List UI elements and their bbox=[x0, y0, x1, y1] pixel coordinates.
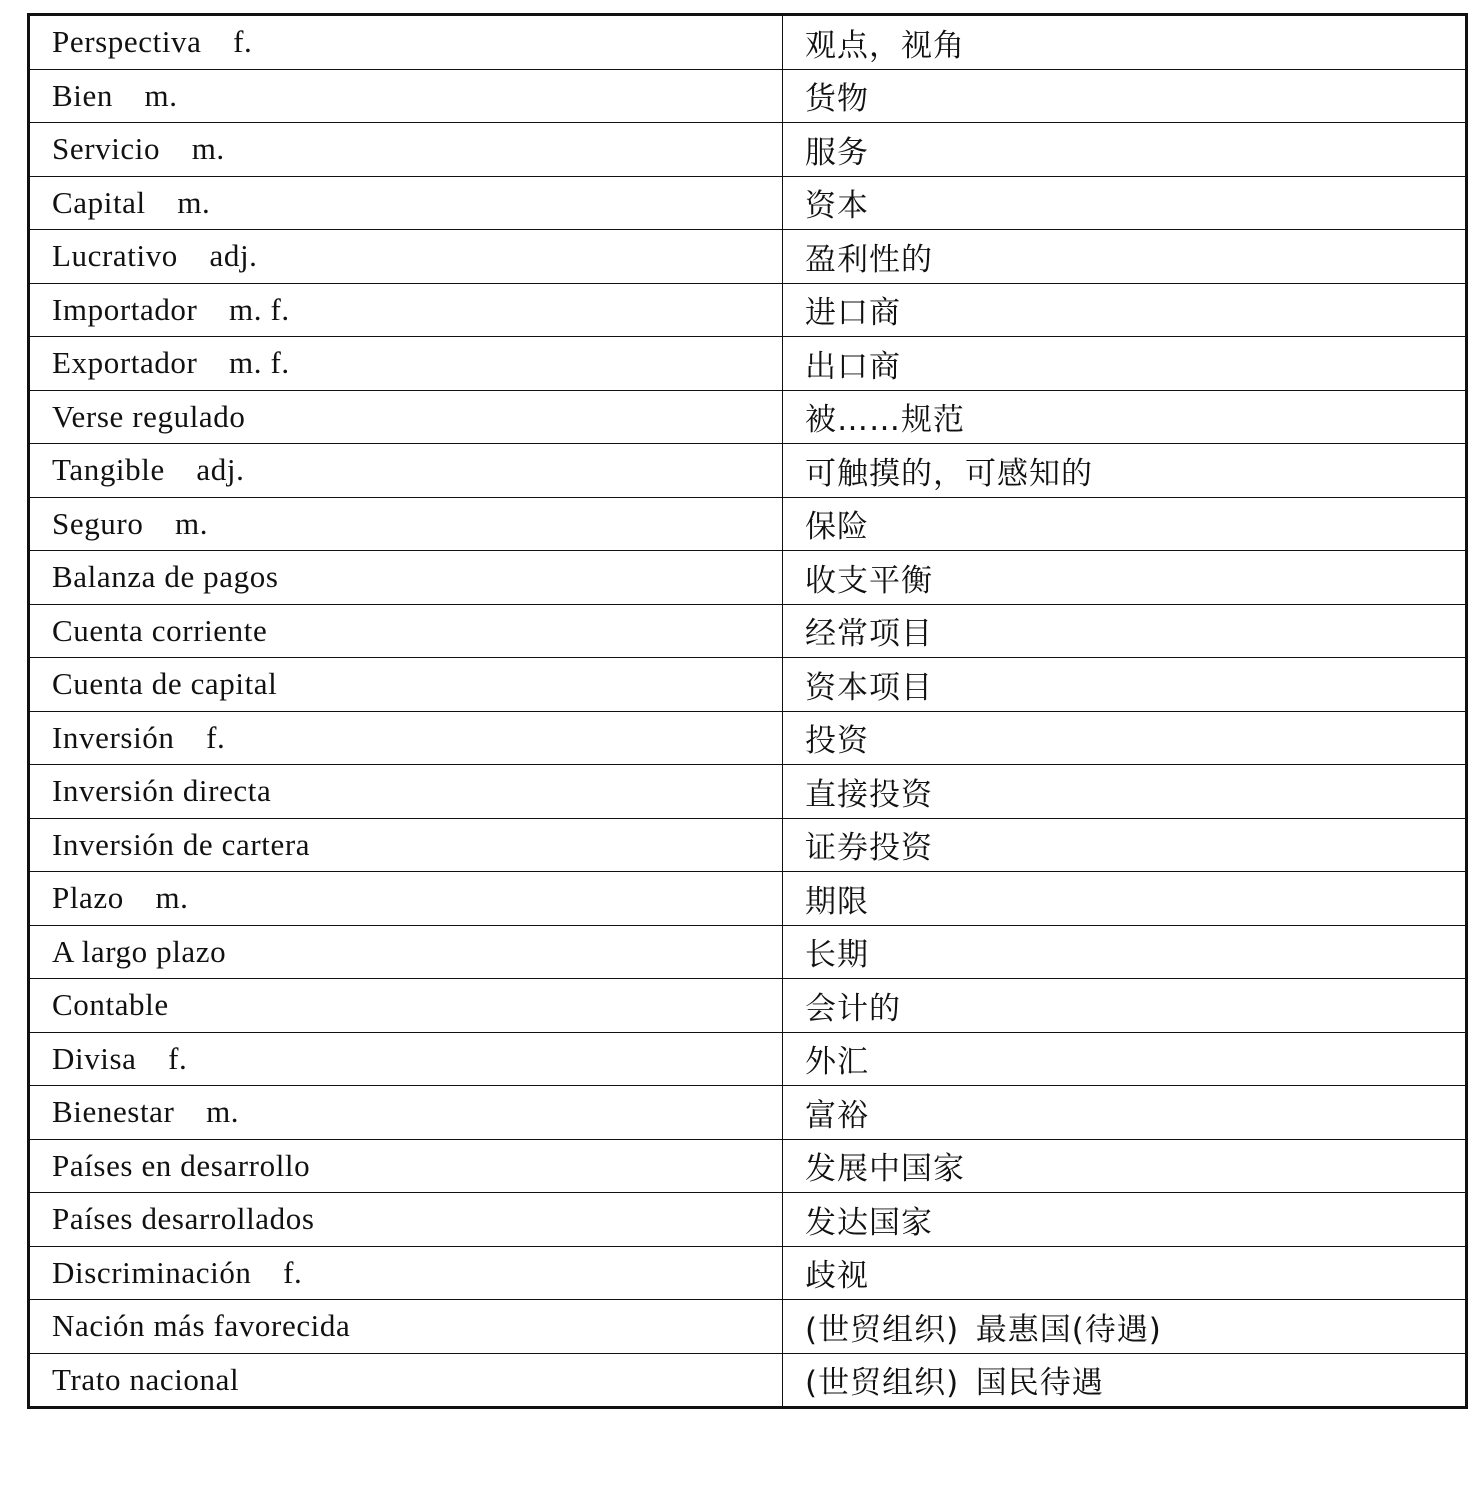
spanish-term-cell: Plazo m. bbox=[29, 872, 783, 926]
table-row bbox=[29, 444, 1467, 498]
chinese-meaning-cell: 盈利性的 bbox=[783, 230, 1467, 284]
chinese-meaning-cell: 观点，视角 bbox=[783, 15, 1467, 70]
spanish-term-cell: Verse regulado bbox=[29, 390, 783, 444]
table-row bbox=[29, 1032, 1467, 1086]
spanish-term-cell: Importador m. f. bbox=[29, 283, 783, 337]
table-row bbox=[29, 1246, 1467, 1300]
spanish-term-cell: Países en desarrollo bbox=[29, 1139, 783, 1193]
chinese-meaning-cell: 富裕 bbox=[783, 1086, 1467, 1140]
spanish-term-cell: Divisa f. bbox=[29, 1032, 783, 1086]
table-row bbox=[29, 230, 1467, 284]
table-row bbox=[29, 979, 1467, 1033]
spanish-term-cell: Trato nacional bbox=[29, 1353, 783, 1408]
chinese-meaning-cell: 发展中国家 bbox=[783, 1139, 1467, 1193]
chinese-meaning-cell: 经常项目 bbox=[783, 604, 1467, 658]
spanish-term-cell: Exportador m. f. bbox=[29, 337, 783, 391]
table-row bbox=[29, 604, 1467, 658]
table-row bbox=[29, 551, 1467, 605]
table-row bbox=[29, 123, 1467, 177]
spanish-term-cell: Cuenta de capital bbox=[29, 658, 783, 712]
table-row bbox=[29, 390, 1467, 444]
table-row bbox=[29, 1193, 1467, 1247]
spanish-term-cell: Países desarrollados bbox=[29, 1193, 783, 1247]
chinese-meaning-cell: (世贸组织) 最惠国(待遇) bbox=[783, 1300, 1467, 1354]
spanish-term-cell: Contable bbox=[29, 979, 783, 1033]
spanish-term-cell: Tangible adj. bbox=[29, 444, 783, 498]
spanish-term-cell: Perspectiva f. bbox=[29, 15, 783, 70]
table-row bbox=[29, 283, 1467, 337]
chinese-meaning-cell: 出口商 bbox=[783, 337, 1467, 391]
chinese-meaning-cell: 被……规范 bbox=[783, 390, 1467, 444]
chinese-meaning-cell: 投资 bbox=[783, 711, 1467, 765]
glossary-table bbox=[27, 13, 1468, 1409]
table-row bbox=[29, 1300, 1467, 1354]
table-row bbox=[29, 1139, 1467, 1193]
spanish-term-cell: Lucrativo adj. bbox=[29, 230, 783, 284]
chinese-meaning-cell: 期限 bbox=[783, 872, 1467, 926]
table-row bbox=[29, 176, 1467, 230]
chinese-meaning-cell: 资本项目 bbox=[783, 658, 1467, 712]
chinese-meaning-cell: 发达国家 bbox=[783, 1193, 1467, 1247]
chinese-meaning-cell: (世贸组织) 国民待遇 bbox=[783, 1353, 1467, 1408]
chinese-meaning-cell: 收支平衡 bbox=[783, 551, 1467, 605]
chinese-meaning-cell: 证券投资 bbox=[783, 818, 1467, 872]
chinese-meaning-cell: 可触摸的，可感知的 bbox=[783, 444, 1467, 498]
spanish-term-cell: Inversión f. bbox=[29, 711, 783, 765]
table-row bbox=[29, 818, 1467, 872]
glossary-body bbox=[29, 15, 1467, 1408]
spanish-term-cell: Servicio m. bbox=[29, 123, 783, 177]
spanish-term-cell: Bien m. bbox=[29, 69, 783, 123]
spanish-term-cell: Balanza de pagos bbox=[29, 551, 783, 605]
table-row bbox=[29, 497, 1467, 551]
chinese-meaning-cell: 资本 bbox=[783, 176, 1467, 230]
table-row bbox=[29, 15, 1467, 70]
table-row bbox=[29, 765, 1467, 819]
chinese-meaning-cell: 外汇 bbox=[783, 1032, 1467, 1086]
spanish-term-cell: Discriminación f. bbox=[29, 1246, 783, 1300]
spanish-term-cell: Seguro m. bbox=[29, 497, 783, 551]
spanish-term-cell: Inversión directa bbox=[29, 765, 783, 819]
chinese-meaning-cell: 服务 bbox=[783, 123, 1467, 177]
table-row bbox=[29, 1086, 1467, 1140]
chinese-meaning-cell: 长期 bbox=[783, 925, 1467, 979]
table-row bbox=[29, 711, 1467, 765]
chinese-meaning-cell: 货物 bbox=[783, 69, 1467, 123]
chinese-meaning-cell: 会计的 bbox=[783, 979, 1467, 1033]
spanish-term-cell: Cuenta corriente bbox=[29, 604, 783, 658]
table-row bbox=[29, 69, 1467, 123]
chinese-meaning-cell: 直接投资 bbox=[783, 765, 1467, 819]
chinese-meaning-cell: 进口商 bbox=[783, 283, 1467, 337]
chinese-meaning-cell: 保险 bbox=[783, 497, 1467, 551]
spanish-term-cell: Capital m. bbox=[29, 176, 783, 230]
table-row bbox=[29, 1353, 1467, 1408]
spanish-term-cell: Nación más favorecida bbox=[29, 1300, 783, 1354]
spanish-term-cell: Inversión de cartera bbox=[29, 818, 783, 872]
table-row bbox=[29, 337, 1467, 391]
table-row bbox=[29, 658, 1467, 712]
table-row bbox=[29, 925, 1467, 979]
spanish-term-cell: A largo plazo bbox=[29, 925, 783, 979]
table-row bbox=[29, 872, 1467, 926]
chinese-meaning-cell: 歧视 bbox=[783, 1246, 1467, 1300]
spanish-term-cell: Bienestar m. bbox=[29, 1086, 783, 1140]
